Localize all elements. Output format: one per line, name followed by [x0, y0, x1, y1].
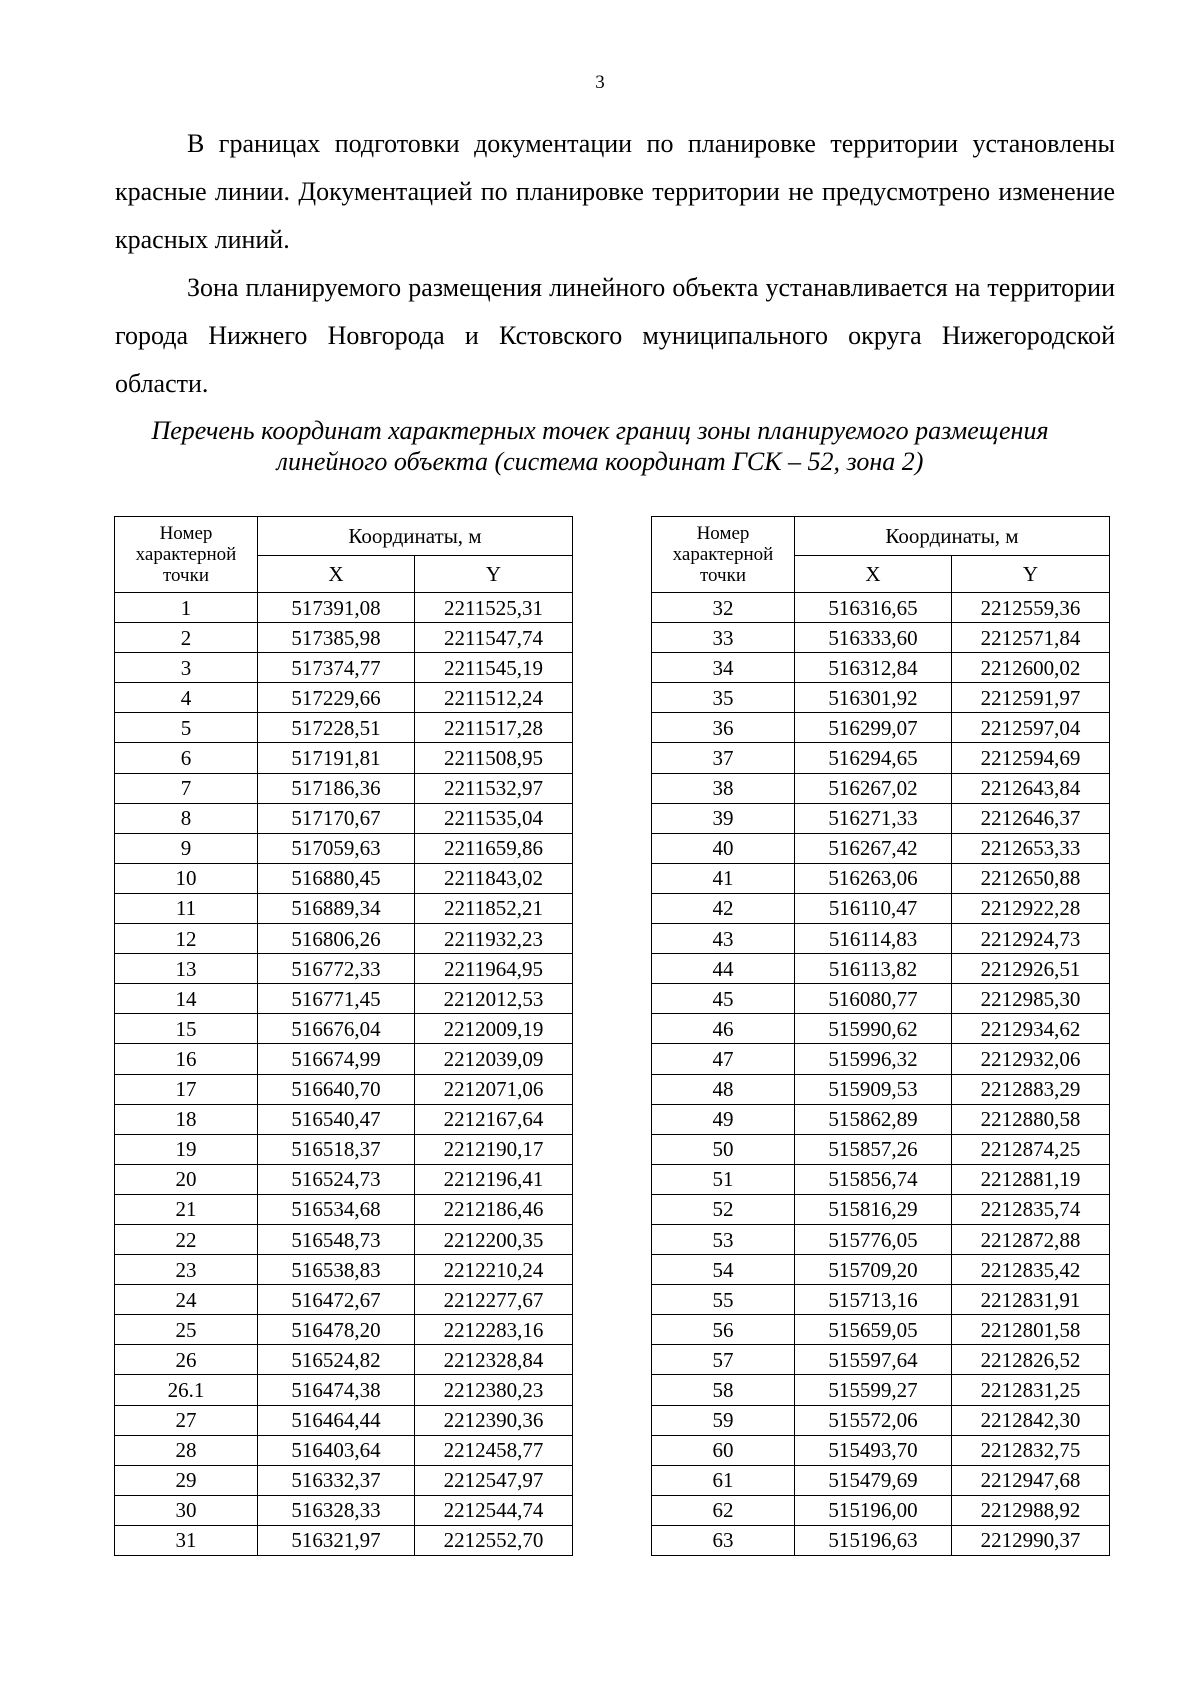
- x-coordinate-cell: 517374,77: [258, 653, 415, 683]
- table-row: [115, 773, 573, 803]
- table-row: [115, 1134, 573, 1164]
- x-coordinate-cell: 515862,89: [795, 1104, 952, 1134]
- table-row: [115, 1194, 573, 1224]
- x-coordinate-cell: 516301,92: [795, 683, 952, 713]
- y-coordinate-cell: 2212832,75: [952, 1435, 1110, 1465]
- header-x: X: [258, 556, 415, 593]
- point-number-cell: 55: [652, 1285, 795, 1315]
- table-row: [115, 924, 573, 954]
- x-coordinate-cell: 515776,05: [795, 1224, 952, 1254]
- table-row: [115, 743, 573, 773]
- x-coordinate-cell: 515597,64: [795, 1345, 952, 1375]
- table-left-body: [115, 593, 573, 1556]
- point-number-cell: 7: [115, 773, 258, 803]
- x-coordinate-cell: 515196,00: [795, 1495, 952, 1525]
- x-coordinate-cell: 517229,66: [258, 683, 415, 713]
- table-row: [652, 1255, 1110, 1285]
- x-coordinate-cell: 516806,26: [258, 924, 415, 954]
- y-coordinate-cell: 2211852,21: [415, 893, 573, 923]
- y-coordinate-cell: 2211512,24: [415, 683, 573, 713]
- table-row: [652, 803, 1110, 833]
- table-row: [652, 954, 1110, 984]
- table-row: [652, 924, 1110, 954]
- x-coordinate-cell: 516474,38: [258, 1375, 415, 1405]
- point-number-cell: 46: [652, 1014, 795, 1044]
- point-number-cell: 14: [115, 984, 258, 1014]
- y-coordinate-cell: 2212012,53: [415, 984, 573, 1014]
- table-row: [115, 1224, 573, 1254]
- y-coordinate-cell: 2211545,19: [415, 653, 573, 683]
- point-number-cell: 38: [652, 773, 795, 803]
- table-row: [652, 833, 1110, 863]
- y-coordinate-cell: 2212947,68: [952, 1465, 1110, 1495]
- x-coordinate-cell: 516772,33: [258, 954, 415, 984]
- x-coordinate-cell: 516332,37: [258, 1465, 415, 1495]
- y-coordinate-cell: 2212932,06: [952, 1044, 1110, 1074]
- point-number-cell: 63: [652, 1525, 795, 1555]
- y-coordinate-cell: 2212842,30: [952, 1405, 1110, 1435]
- y-coordinate-cell: 2212190,17: [415, 1134, 573, 1164]
- y-coordinate-cell: 2212934,62: [952, 1014, 1110, 1044]
- y-coordinate-cell: 2211525,31: [415, 593, 573, 623]
- table-row: [652, 1375, 1110, 1405]
- table-row: [652, 984, 1110, 1014]
- y-coordinate-cell: 2212883,29: [952, 1074, 1110, 1104]
- x-coordinate-cell: 515196,63: [795, 1525, 952, 1555]
- x-coordinate-cell: 515572,06: [795, 1405, 952, 1435]
- table-row: [115, 1525, 573, 1555]
- point-number-cell: 31: [115, 1525, 258, 1555]
- y-coordinate-cell: 2212922,28: [952, 893, 1110, 923]
- x-coordinate-cell: 516524,73: [258, 1164, 415, 1194]
- header-x: X: [795, 556, 952, 593]
- x-coordinate-cell: 515599,27: [795, 1375, 952, 1405]
- x-coordinate-cell: 516114,83: [795, 924, 952, 954]
- table-row: [115, 1495, 573, 1525]
- point-number-cell: 50: [652, 1134, 795, 1164]
- point-number-cell: 36: [652, 713, 795, 743]
- y-coordinate-cell: 2212597,04: [952, 713, 1110, 743]
- point-number-cell: 42: [652, 893, 795, 923]
- x-coordinate-cell: 515659,05: [795, 1315, 952, 1345]
- y-coordinate-cell: 2212831,25: [952, 1375, 1110, 1405]
- point-number-cell: 20: [115, 1164, 258, 1194]
- y-coordinate-cell: 2212653,33: [952, 833, 1110, 863]
- table-row: [652, 863, 1110, 893]
- table-row: [115, 833, 573, 863]
- point-number-cell: 61: [652, 1465, 795, 1495]
- x-coordinate-cell: 515493,70: [795, 1435, 952, 1465]
- point-number-cell: 21: [115, 1194, 258, 1224]
- point-number-cell: 22: [115, 1224, 258, 1254]
- table-row: [652, 1315, 1110, 1345]
- table-row: [115, 593, 573, 623]
- table-row: [115, 713, 573, 743]
- y-coordinate-cell: 2212872,88: [952, 1224, 1110, 1254]
- point-number-cell: 35: [652, 683, 795, 713]
- x-coordinate-cell: 516880,45: [258, 863, 415, 893]
- table-row: [115, 1044, 573, 1074]
- y-coordinate-cell: 2212039,09: [415, 1044, 573, 1074]
- table-row: [652, 1345, 1110, 1375]
- y-coordinate-cell: 2211535,04: [415, 803, 573, 833]
- table-row: [652, 1465, 1110, 1495]
- y-coordinate-cell: 2212328,84: [415, 1345, 573, 1375]
- x-coordinate-cell: 516312,84: [795, 653, 952, 683]
- x-coordinate-cell: 517170,67: [258, 803, 415, 833]
- table-row: [115, 1315, 573, 1345]
- y-coordinate-cell: 2212167,64: [415, 1104, 573, 1134]
- table-row: [652, 713, 1110, 743]
- x-coordinate-cell: 516548,73: [258, 1224, 415, 1254]
- point-number-cell: 58: [652, 1375, 795, 1405]
- table-row: [115, 1074, 573, 1104]
- table-row: [115, 984, 573, 1014]
- x-coordinate-cell: 516478,20: [258, 1315, 415, 1345]
- point-number-cell: 10: [115, 863, 258, 893]
- table-row: [115, 1285, 573, 1315]
- y-coordinate-cell: 2212600,02: [952, 653, 1110, 683]
- point-number-cell: 5: [115, 713, 258, 743]
- x-coordinate-cell: 516267,02: [795, 773, 952, 803]
- point-number-cell: 17: [115, 1074, 258, 1104]
- x-coordinate-cell: 516540,47: [258, 1104, 415, 1134]
- y-coordinate-cell: 2212571,84: [952, 623, 1110, 653]
- point-number-cell: 19: [115, 1134, 258, 1164]
- table-row: [115, 1375, 573, 1405]
- point-number-cell: 32: [652, 593, 795, 623]
- point-number-cell: 30: [115, 1495, 258, 1525]
- point-number-cell: 26.1: [115, 1375, 258, 1405]
- point-number-cell: 4: [115, 683, 258, 713]
- paragraph-red-lines: В границах подготовки документации по планировке территории установлены красные линии. Документацией по планировке территории не предусмотрено изменение красных линий.: [115, 129, 1115, 254]
- x-coordinate-cell: 515909,53: [795, 1074, 952, 1104]
- point-number-cell: 25: [115, 1315, 258, 1345]
- point-number-cell: 59: [652, 1405, 795, 1435]
- point-number-cell: 52: [652, 1194, 795, 1224]
- x-coordinate-cell: 516771,45: [258, 984, 415, 1014]
- table-caption: [100, 415, 1100, 477]
- y-coordinate-cell: 2212926,51: [952, 954, 1110, 984]
- point-number-cell: 41: [652, 863, 795, 893]
- point-number-cell: 26: [115, 1345, 258, 1375]
- x-coordinate-cell: 516464,44: [258, 1405, 415, 1435]
- x-coordinate-cell: 516080,77: [795, 984, 952, 1014]
- y-coordinate-cell: 2212552,70: [415, 1525, 573, 1555]
- y-coordinate-cell: 2211508,95: [415, 743, 573, 773]
- table-row: [652, 1495, 1110, 1525]
- x-coordinate-cell: 516534,68: [258, 1194, 415, 1224]
- x-coordinate-cell: 516674,99: [258, 1044, 415, 1074]
- point-number-cell: 24: [115, 1285, 258, 1315]
- point-number-cell: 12: [115, 924, 258, 954]
- x-coordinate-cell: 516328,33: [258, 1495, 415, 1525]
- x-coordinate-cell: 516472,67: [258, 1285, 415, 1315]
- point-number-cell: 49: [652, 1104, 795, 1134]
- table-row: [652, 623, 1110, 653]
- table-row: [115, 623, 573, 653]
- point-number-cell: 45: [652, 984, 795, 1014]
- point-number-cell: 60: [652, 1435, 795, 1465]
- header-y: Y: [415, 556, 573, 593]
- table-row: [115, 1014, 573, 1044]
- y-coordinate-cell: 2212544,74: [415, 1495, 573, 1525]
- y-coordinate-cell: 2212985,30: [952, 984, 1110, 1014]
- y-coordinate-cell: 2212988,92: [952, 1495, 1110, 1525]
- x-coordinate-cell: 515479,69: [795, 1465, 952, 1495]
- y-coordinate-cell: 2211964,95: [415, 954, 573, 984]
- y-coordinate-cell: 2212591,97: [952, 683, 1110, 713]
- y-coordinate-cell: 2212283,16: [415, 1315, 573, 1345]
- point-number-cell: 28: [115, 1435, 258, 1465]
- header-coordinates: Координаты, м: [795, 517, 1110, 556]
- point-number-cell: 29: [115, 1465, 258, 1495]
- x-coordinate-cell: 517186,36: [258, 773, 415, 803]
- point-number-cell: 23: [115, 1255, 258, 1285]
- x-coordinate-cell: 515856,74: [795, 1164, 952, 1194]
- table-row: [652, 1014, 1110, 1044]
- point-number-cell: 47: [652, 1044, 795, 1074]
- x-coordinate-cell: 516676,04: [258, 1014, 415, 1044]
- point-number-cell: 56: [652, 1315, 795, 1345]
- point-number-cell: 2: [115, 623, 258, 653]
- y-coordinate-cell: 2212380,23: [415, 1375, 573, 1405]
- point-number-cell: 9: [115, 833, 258, 863]
- y-coordinate-cell: 2212835,42: [952, 1255, 1110, 1285]
- point-number-cell: 11: [115, 893, 258, 923]
- x-coordinate-cell: 516267,42: [795, 833, 952, 863]
- table-row: [652, 1405, 1110, 1435]
- table-row: [115, 1255, 573, 1285]
- x-coordinate-cell: 516518,37: [258, 1134, 415, 1164]
- point-number-cell: 53: [652, 1224, 795, 1254]
- coordinates-table-right: [651, 516, 1110, 1556]
- header-coordinates: Координаты, м: [258, 517, 573, 556]
- table-row: [115, 1345, 573, 1375]
- table-row: [652, 683, 1110, 713]
- table-row: [652, 1134, 1110, 1164]
- x-coordinate-cell: 516299,07: [795, 713, 952, 743]
- header-point-number: Номер характерной точки: [115, 517, 258, 593]
- table-row: [115, 893, 573, 923]
- y-coordinate-cell: 2212200,35: [415, 1224, 573, 1254]
- point-number-cell: 8: [115, 803, 258, 833]
- point-number-cell: 1: [115, 593, 258, 623]
- table-row: [652, 1285, 1110, 1315]
- x-coordinate-cell: 517191,81: [258, 743, 415, 773]
- table-right-body: [652, 593, 1110, 1556]
- y-coordinate-cell: 2211547,74: [415, 623, 573, 653]
- y-coordinate-cell: 2211517,28: [415, 713, 573, 743]
- y-coordinate-cell: 2212277,67: [415, 1285, 573, 1315]
- y-coordinate-cell: 2211659,86: [415, 833, 573, 863]
- table-row: [652, 1224, 1110, 1254]
- point-number-cell: 27: [115, 1405, 258, 1435]
- point-number-cell: 3: [115, 653, 258, 683]
- point-number-cell: 37: [652, 743, 795, 773]
- caption-line-2: линейного объекта (система координат ГСК – 52, зона 2): [276, 447, 924, 476]
- point-number-cell: 34: [652, 653, 795, 683]
- y-coordinate-cell: 2212826,52: [952, 1345, 1110, 1375]
- y-coordinate-cell: 2212924,73: [952, 924, 1110, 954]
- y-coordinate-cell: 2212458,77: [415, 1435, 573, 1465]
- x-coordinate-cell: 516538,83: [258, 1255, 415, 1285]
- table-row: [652, 1435, 1110, 1465]
- table-row: [115, 1405, 573, 1435]
- x-coordinate-cell: 515990,62: [795, 1014, 952, 1044]
- x-coordinate-cell: 516524,82: [258, 1345, 415, 1375]
- y-coordinate-cell: 2212186,46: [415, 1194, 573, 1224]
- y-coordinate-cell: 2212071,06: [415, 1074, 573, 1104]
- y-coordinate-cell: 2212990,37: [952, 1525, 1110, 1555]
- x-coordinate-cell: 516889,34: [258, 893, 415, 923]
- x-coordinate-cell: 515709,20: [795, 1255, 952, 1285]
- y-coordinate-cell: 2212880,58: [952, 1104, 1110, 1134]
- y-coordinate-cell: 2212643,84: [952, 773, 1110, 803]
- table-row: [115, 954, 573, 984]
- y-coordinate-cell: 2212196,41: [415, 1164, 573, 1194]
- point-number-cell: 6: [115, 743, 258, 773]
- x-coordinate-cell: 515816,29: [795, 1194, 952, 1224]
- caption-line-1: Перечень координат характерных точек границ зоны планируемого размещения: [151, 416, 1049, 445]
- point-number-cell: 16: [115, 1044, 258, 1074]
- point-number-cell: 44: [652, 954, 795, 984]
- y-coordinate-cell: 2212831,91: [952, 1285, 1110, 1315]
- y-coordinate-cell: 2212009,19: [415, 1014, 573, 1044]
- table-row: [115, 1435, 573, 1465]
- body-text: [115, 120, 1115, 408]
- table-row: [115, 1104, 573, 1134]
- x-coordinate-cell: 516640,70: [258, 1074, 415, 1104]
- point-number-cell: 40: [652, 833, 795, 863]
- point-number-cell: 51: [652, 1164, 795, 1194]
- coordinates-table-left: [114, 516, 573, 1556]
- x-coordinate-cell: 517391,08: [258, 593, 415, 623]
- y-coordinate-cell: 2212801,58: [952, 1315, 1110, 1345]
- table-row: [115, 653, 573, 683]
- y-coordinate-cell: 2212874,25: [952, 1134, 1110, 1164]
- x-coordinate-cell: 516294,65: [795, 743, 952, 773]
- table-row: [115, 683, 573, 713]
- table-row: [652, 773, 1110, 803]
- point-number-cell: 62: [652, 1495, 795, 1525]
- table-row: [115, 1465, 573, 1495]
- point-number-cell: 18: [115, 1104, 258, 1134]
- y-coordinate-cell: 2212835,74: [952, 1194, 1110, 1224]
- x-coordinate-cell: 515713,16: [795, 1285, 952, 1315]
- paragraph-zone-location: Зона планируемого размещения линейного объекта устанавливается на территории города Нижнего Новгорода и Кстовского муниципального округа Нижегородской области.: [115, 273, 1115, 398]
- x-coordinate-cell: 516113,82: [795, 954, 952, 984]
- point-number-cell: 43: [652, 924, 795, 954]
- header-y: Y: [952, 556, 1110, 593]
- y-coordinate-cell: 2212547,97: [415, 1465, 573, 1495]
- x-coordinate-cell: 516263,06: [795, 863, 952, 893]
- table-row: [115, 863, 573, 893]
- x-coordinate-cell: 517059,63: [258, 833, 415, 863]
- table-row: [115, 1164, 573, 1194]
- y-coordinate-cell: 2212390,36: [415, 1405, 573, 1435]
- x-coordinate-cell: 515857,26: [795, 1134, 952, 1164]
- table-row: [652, 1104, 1110, 1134]
- table-row: [652, 1074, 1110, 1104]
- x-coordinate-cell: 516110,47: [795, 893, 952, 923]
- x-coordinate-cell: 516403,64: [258, 1435, 415, 1465]
- y-coordinate-cell: 2211532,97: [415, 773, 573, 803]
- point-number-cell: 57: [652, 1345, 795, 1375]
- y-coordinate-cell: 2212559,36: [952, 593, 1110, 623]
- header-point-number: Номер характерной точки: [652, 517, 795, 593]
- y-coordinate-cell: 2211932,23: [415, 924, 573, 954]
- y-coordinate-cell: 2212646,37: [952, 803, 1110, 833]
- x-coordinate-cell: 516333,60: [795, 623, 952, 653]
- y-coordinate-cell: 2211843,02: [415, 863, 573, 893]
- point-number-cell: 15: [115, 1014, 258, 1044]
- x-coordinate-cell: 515996,32: [795, 1044, 952, 1074]
- table-row: [652, 593, 1110, 623]
- table-row: [652, 893, 1110, 923]
- y-coordinate-cell: 2212650,88: [952, 863, 1110, 893]
- point-number-cell: 54: [652, 1255, 795, 1285]
- point-number-cell: 33: [652, 623, 795, 653]
- y-coordinate-cell: 2212210,24: [415, 1255, 573, 1285]
- table-row: [652, 653, 1110, 683]
- y-coordinate-cell: 2212881,19: [952, 1164, 1110, 1194]
- x-coordinate-cell: 517385,98: [258, 623, 415, 653]
- table-row: [115, 803, 573, 833]
- x-coordinate-cell: 516316,65: [795, 593, 952, 623]
- x-coordinate-cell: 516321,97: [258, 1525, 415, 1555]
- table-row: [652, 743, 1110, 773]
- page-number: 3: [595, 72, 605, 93]
- y-coordinate-cell: 2212594,69: [952, 743, 1110, 773]
- table-row: [652, 1164, 1110, 1194]
- table-row: [652, 1194, 1110, 1224]
- point-number-cell: 39: [652, 803, 795, 833]
- table-row: [652, 1525, 1110, 1555]
- x-coordinate-cell: 517228,51: [258, 713, 415, 743]
- x-coordinate-cell: 516271,33: [795, 803, 952, 833]
- point-number-cell: 48: [652, 1074, 795, 1104]
- table-row: [652, 1044, 1110, 1074]
- point-number-cell: 13: [115, 954, 258, 984]
